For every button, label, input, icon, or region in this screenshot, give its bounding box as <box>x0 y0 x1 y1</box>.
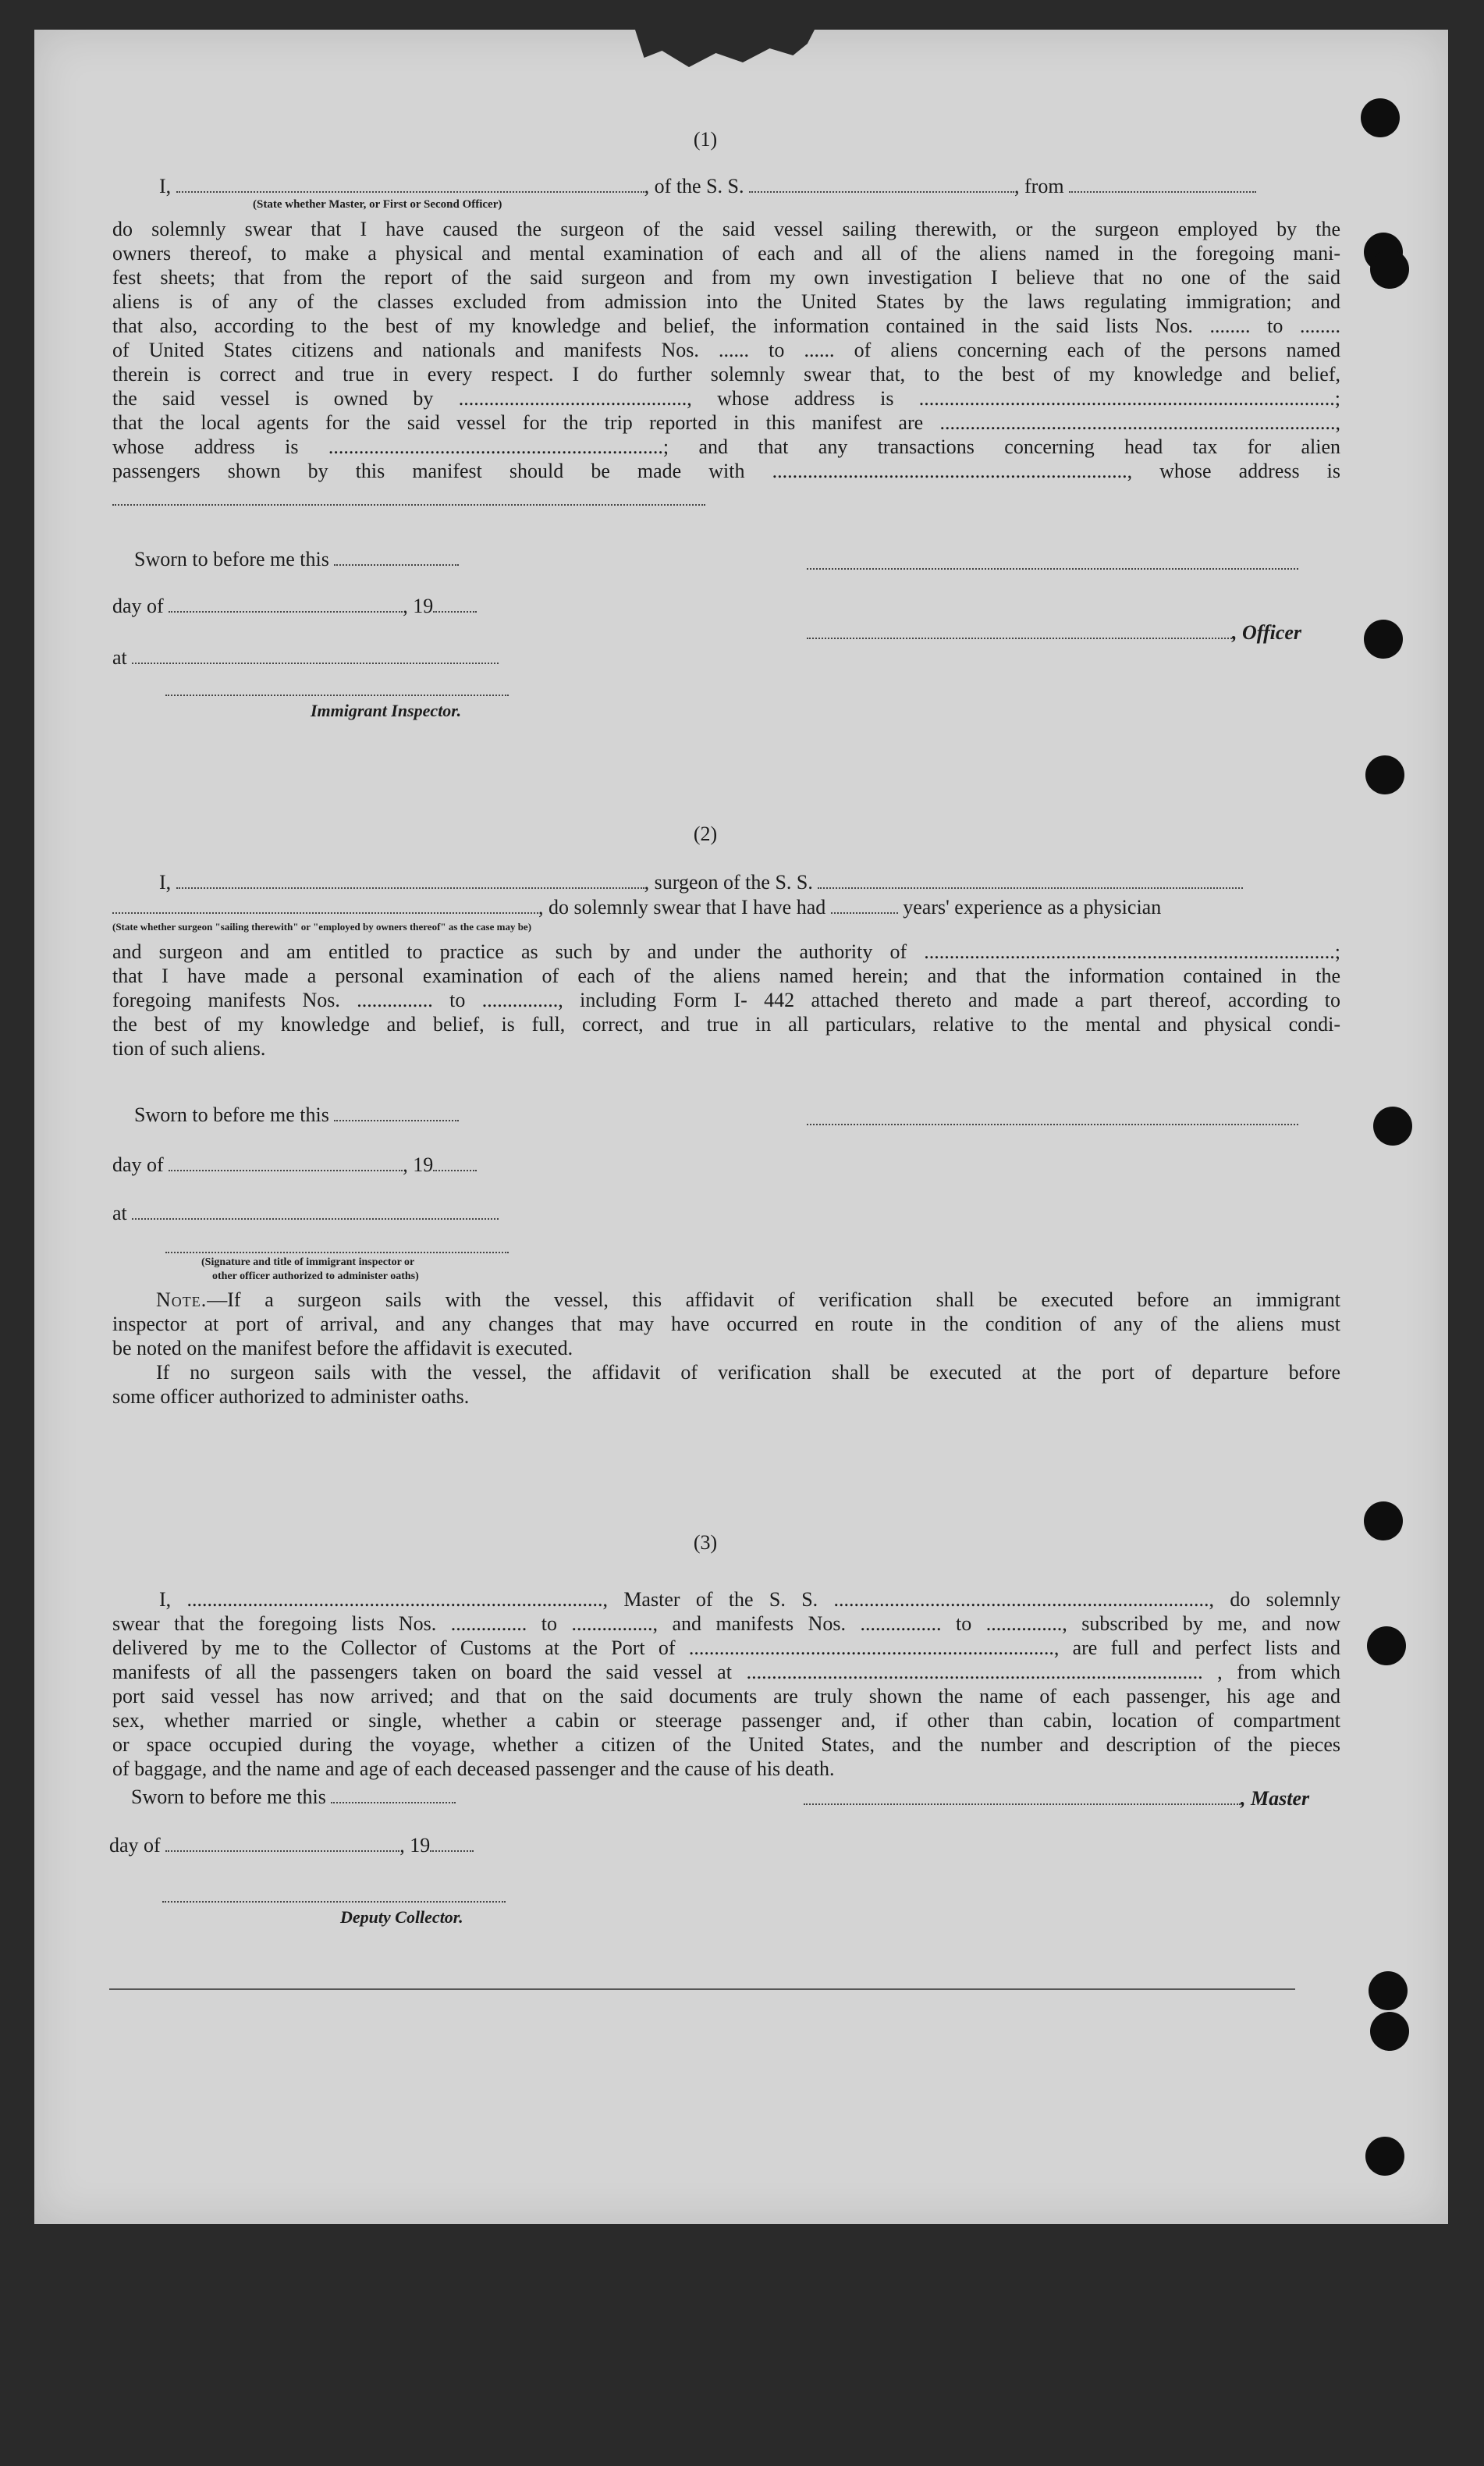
punch-hole <box>1370 2012 1409 2051</box>
sworn-label: Sworn to before me this <box>131 1786 326 1808</box>
body-line: delivered by me to the Collector of Customs at the Port of ........................................................................, are full and perfect lists and <box>112 1636 1340 1659</box>
body-line: sex, whether married or single, whether a cabin or steerage passenger and, if other than cabin, location of compartment <box>112 1709 1340 1732</box>
body-line: that I have made a personal examination of each of the aliens named herein; and that the information contained in the <box>112 965 1340 987</box>
surgeon-status-blank <box>112 897 538 914</box>
body-line: whose address is ..................................................................; and that any transactions concerning head tax for alien <box>112 435 1340 458</box>
note-text: —If a surgeon sails with the vessel, this affidavit of verification shall be executed before an immigrant <box>207 1288 1340 1311</box>
note-paragraph <box>112 1288 1340 1409</box>
body-line: foregoing manifests Nos. ............... to ..............., including Form I- 442 attached thereto and made a part thereof, according to <box>112 989 1340 1011</box>
sworn-line-2 <box>134 1103 459 1127</box>
year-blank <box>433 595 477 613</box>
section-2-intro-line <box>159 871 1243 894</box>
body-line: I, .................................................................................., Master of the S. S. .........................................................................., do solemnly <box>159 1588 1340 1611</box>
master-signature-blank <box>804 1788 1241 1805</box>
body-line: aliens is of any of the classes excluded from admission into the United States by the laws regulating immigration; and <box>112 290 1340 313</box>
body-line: the best of my knowledge and belief, is full, correct, and true in all particulars, relative to the mental and physical condi- <box>112 1013 1340 1036</box>
address-continuation-blank <box>112 504 705 506</box>
year-label: , 19 <box>399 1834 431 1857</box>
month-blank-2 <box>169 1154 403 1171</box>
from-port-blank <box>1069 176 1256 193</box>
body-line: fest sheets; that from the report of the said surgeon and from my own investigation I believe that no one of the said <box>112 266 1340 289</box>
surgeon-hint: (State whether surgeon "sailing therewith" or "employed by owners thereof" as the case may be) <box>112 921 532 933</box>
note2-line: some officer authorized to administer oaths. <box>112 1385 470 1408</box>
month-blank <box>169 595 403 613</box>
vessel-name-blank-2 <box>818 872 1243 889</box>
year-label: , 19 <box>403 595 434 617</box>
body-line: that also, according to the best of my knowledge and belief, the information contained in the said lists Nos. ........ to ........ <box>112 314 1340 337</box>
punch-hole <box>1364 1501 1403 1540</box>
at-line-1 <box>112 646 499 670</box>
note-line <box>112 1288 1340 1312</box>
body-line: port said vessel has now arrived; and that on the said documents are truly shown the name of each passenger, his age and <box>112 1685 1340 1707</box>
body-line: swear that the foregoing lists Nos. ............... to ................, and manifests Nos. ................ to ..............., subscribed by me, and now <box>112 1612 1340 1635</box>
vessel-name-blank <box>749 176 1014 193</box>
section-3-body <box>112 1587 1340 1781</box>
year-blank-3 <box>430 1835 474 1852</box>
master-hint: (State whether Master, or First or Second Officer) <box>253 198 502 211</box>
officer-label: , Officer <box>1232 621 1302 644</box>
inspector-label: Immigrant Inspector. <box>311 701 462 720</box>
body-line: passengers shown by this manifest should be made with ......................................................................, whose address is <box>112 460 1340 482</box>
at-label: at <box>112 646 127 669</box>
punch-hole <box>1361 98 1400 137</box>
punch-hole <box>1365 755 1404 794</box>
body-line: and surgeon and am entitled to practice as such by and under the authority of .................................................................................; <box>112 940 1340 963</box>
punch-hole <box>1373 1107 1412 1146</box>
years-blank <box>831 897 898 914</box>
day-of-label: day of <box>112 595 164 617</box>
officer-signature-blank-top <box>807 568 1298 570</box>
at-label: at <box>112 1202 127 1224</box>
body-line: therein is correct and true in every respect. I do further solemnly swear that, to the best of my knowledge and belief, <box>112 363 1340 386</box>
section-1-body <box>112 217 1340 483</box>
section-2-exp-line <box>112 896 1161 919</box>
day-of-line-1 <box>112 595 477 618</box>
from-label: , from <box>1014 175 1064 197</box>
master-line <box>804 1787 1309 1810</box>
punch-hole <box>1365 2137 1404 2176</box>
of-ss-label: , of the S. S. <box>644 175 744 197</box>
body-line: do solemnly swear that I have caused the surgeon of the said vessel sailing therewith, or the surgeon employed by the <box>112 218 1340 240</box>
officer-name-blank <box>176 176 644 193</box>
officer-line <box>807 621 1301 645</box>
surgeon-name-blank <box>176 872 644 889</box>
punch-hole <box>1367 1626 1406 1665</box>
day-of-line-2 <box>112 1153 477 1177</box>
master-label: , Master <box>1241 1787 1310 1810</box>
body-line: of United States citizens and nationals and manifests Nos. ...... to ...... of aliens concerning each of the persons named <box>112 339 1340 361</box>
place-blank <box>132 647 499 664</box>
years-exp-label: years' experience as a physician <box>903 896 1162 919</box>
note2-line: If no surgeon sails with the vessel, the affidavit of verification shall be executed at the port of departure before <box>156 1361 1340 1384</box>
year-label: , 19 <box>403 1153 434 1176</box>
deputy-signature-blank <box>162 1901 506 1903</box>
torn-edge <box>635 30 815 76</box>
year-blank-2 <box>433 1154 477 1171</box>
month-blank-3 <box>165 1835 399 1852</box>
sworn-label: Sworn to before me this <box>134 1103 329 1126</box>
note-line: inspector at port of arrival, and any changes that may have occurred en route in the condition of any of the aliens must <box>112 1313 1340 1335</box>
section-3-number: (3) <box>693 1531 718 1554</box>
body-line: the said vessel is owned by ............................................., whose address is ..................................................................................; <box>112 387 1340 410</box>
sworn-label: Sworn to before me this <box>134 548 329 570</box>
body-line: that the local agents for the said vessel for the trip reported in this manifest are .............................................................................., <box>112 411 1340 434</box>
surgeon-of-label: , surgeon of the S. S. <box>644 871 813 894</box>
sworn-line-3 <box>131 1786 456 1809</box>
body-line: owners thereof, to make a physical and mental examination of each and all of the aliens named in the foregoing mani- <box>112 242 1340 265</box>
section-1-intro-line <box>159 175 1256 198</box>
punch-hole <box>1369 1971 1408 2010</box>
deputy-label: Deputy Collector. <box>340 1907 463 1927</box>
sworn-line-1 <box>134 548 459 571</box>
at-line-2 <box>112 1202 499 1225</box>
sig-hint-1: (Signature and title of immigrant inspector or <box>201 1256 415 1268</box>
manifest-page <box>34 30 1448 2224</box>
surgeon-signature-blank <box>807 1124 1298 1125</box>
note-line: be noted on the manifest before the affidavit is executed. <box>112 1337 573 1359</box>
day-of-line-3 <box>109 1834 474 1857</box>
sworn-day-blank-3 <box>331 1786 456 1803</box>
section-2-number: (2) <box>693 823 718 845</box>
authorized-officer-signature-blank <box>165 1252 509 1253</box>
officer-signature-blank <box>807 622 1232 639</box>
note-label: Note. <box>156 1288 208 1311</box>
day-of-label: day of <box>112 1153 164 1176</box>
intro-i: I, <box>159 871 172 894</box>
inspector-signature-blank <box>165 695 509 696</box>
sworn-day-blank <box>334 549 459 566</box>
sig-hint-2: other officer authorized to administer oaths) <box>212 1270 419 1282</box>
section-2-body <box>112 940 1340 1061</box>
section-1-number: (1) <box>693 128 718 151</box>
punch-hole <box>1370 250 1409 289</box>
place-blank-2 <box>132 1203 499 1220</box>
body-line: manifests of all the passengers taken on board the said vessel at .......................................................................................... , from which <box>112 1661 1340 1683</box>
sworn-day-blank-2 <box>334 1104 459 1121</box>
bottom-rule <box>109 1988 1295 1990</box>
intro-i: I, <box>159 175 172 197</box>
body-line: tion of such aliens. <box>112 1037 266 1060</box>
body-line: or space occupied during the voyage, whether a citizen of the United States, and the number and description of the pieces <box>112 1733 1340 1756</box>
swear-exp-label: , do solemnly swear that I have had <box>538 896 826 919</box>
day-of-label: day of <box>109 1834 161 1857</box>
punch-hole <box>1364 620 1403 659</box>
body-line: of baggage, and the name and age of each deceased passenger and the cause of his death. <box>112 1757 835 1780</box>
